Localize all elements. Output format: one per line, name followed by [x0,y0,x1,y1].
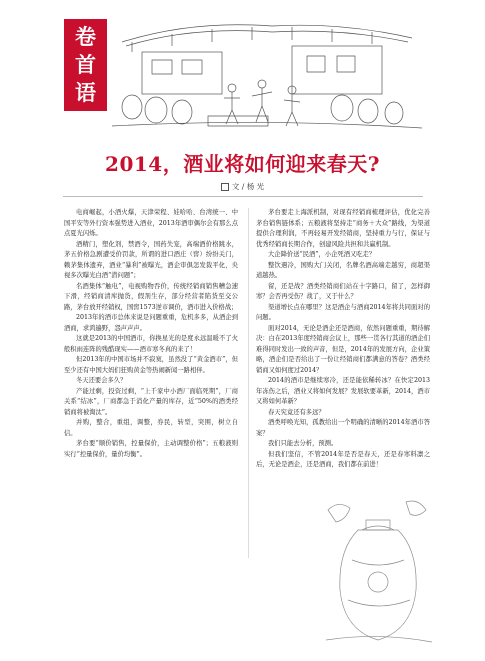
badge-char-2: 首 [75,53,96,77]
paragraph: 名酒集体“触电”，电视购物吞价，传统经销商销售糟急速下滑，经销商清库抛货，假剂生存，部分经营者陷货至交公路，茅台放开经销权，国窖1573逆市调价，酒市进入价格战； [64,282,238,311]
paragraph: 渠道增长点在哪里？这是酒企与酒商2014年将共同面对的问题。 [256,303,430,321]
article-title: 2014，酒业将如何迎来春天? [105,152,380,176]
paragraph: 春天究竟还有多远？ [268,408,325,416]
paragraph: 整饮遇冷，国购大门关闭，名牌名酒高端走越穷，商超渠道越热。 [256,261,430,279]
right-column [256,208,430,471]
paragraph: 酒类呼唤光知，孤教给出一个明确的清晰的2014年酒市答案？ [256,419,430,437]
paragraph: 茅台要“顺价销售，控量保价，主动调整价格”；五粮液则实行“控量保价，量价均衡”。 [64,440,238,458]
section-badge [64,19,107,111]
paragraph: 但我们坚信，不管2014年是否是春天，还是春寒料凛之后，无论是酒企，还是酒商，我们都在前进！ [256,450,430,468]
left-column [64,208,238,460]
byline [0,181,485,192]
paragraph: 茅台要走上海派机制，对现有经销商梳理评估，优化完善茅台销售链体系；五粮液将坚持走“商务＋大众”路线，为渠道提供合理利润，不再轻易开发经销商，坚持重力与行，保证与优秀经销商长期合作，创建风险共担和共赢机制。 [256,209,430,248]
byline-text: 文 / 杨 光 [231,182,265,191]
paragraph: 产能过剩，投资过剩，“上千家中小酒厂面临死期”，厂商关系“结冰”，厂商都急于消化产量的库存，近“50%的酒类经销商将被淘汰”。 [64,387,238,416]
column-divider [248,208,249,558]
paragraph: 这就是2013的中国酒市，你换星光的是度永远温暖不了火般积雨连阵的残酷现实——酒市寒冬真的来了！ [64,335,238,353]
wine-jar-illustration [318,490,436,648]
paragraph: 留，还是战？酒类经销商们站在十字路口，留了，怎样御寒？会否再受伤？战了，又于什么？ [256,282,430,300]
paragraph: 并购，整合，重组，调整，券民，转型，突围，树立自信。 [64,419,238,437]
paragraph: 但2013年的中国市场并不寂寞，虽然没了“黄金酒市”，但至少还有中国大妈们狂购黄金等热闹新闻一路相伴。 [64,356,238,374]
paragraph: 2014的酒市是继续寒冷，还是能依稀转冰？在快定2013年冻伤之后，酒业又将如何发展？发展软要革新，2014，酒市又将如何革新？ [256,377,430,405]
square-icon [221,183,229,191]
paragraph: 面对2014，无论是酒企还是酒商，依然问题重重，期待解决：白在2013年度经销商会议上，那些一贯各行其道的酒企们难得同时发出一致的声音，但是，2014年的发展方向，企业策略，酒企们是否给出了一份让经销商们都满意的答卷？酒类经销商又如何度过2014？ [256,324,430,374]
paragraph: 电商崛起，小酒火爆，天津荣程、娃哈哈、台湾统一、中国平安等外行资本强势进入酒业，2013年酒审偶尔会有那么点点夏光闪烁。 [64,209,238,237]
winery-illustration [112,12,422,134]
paragraph: 酒精门，塑化剂，禁酒令，国药失宠，高端酒价格跳水，茅五价格急剧遭受价罚款，所谓的进口酒庄（窖）纷纷关门，赖茅集体遗弃，酒业“暴利”被曝光，酒企审俱怎发裁平化，央视多次曝光白酒“潜问题”； [64,240,238,279]
paragraph: 冬天还要会多久？ [76,377,127,384]
badge-char-3: 语 [75,81,96,105]
title-divider [63,196,423,197]
badge-char-1: 卷 [75,25,96,49]
paragraph: 我们只能去分析，预测。 [268,440,338,447]
paragraph: 大企降价送“民酒”，小企死酒又吃走？ [268,251,376,258]
paragraph: 2013年的酒市总体来说是问题重重，危机多多，从酒企到酒商，求鸿遍野，怨声声声。 [64,314,238,332]
